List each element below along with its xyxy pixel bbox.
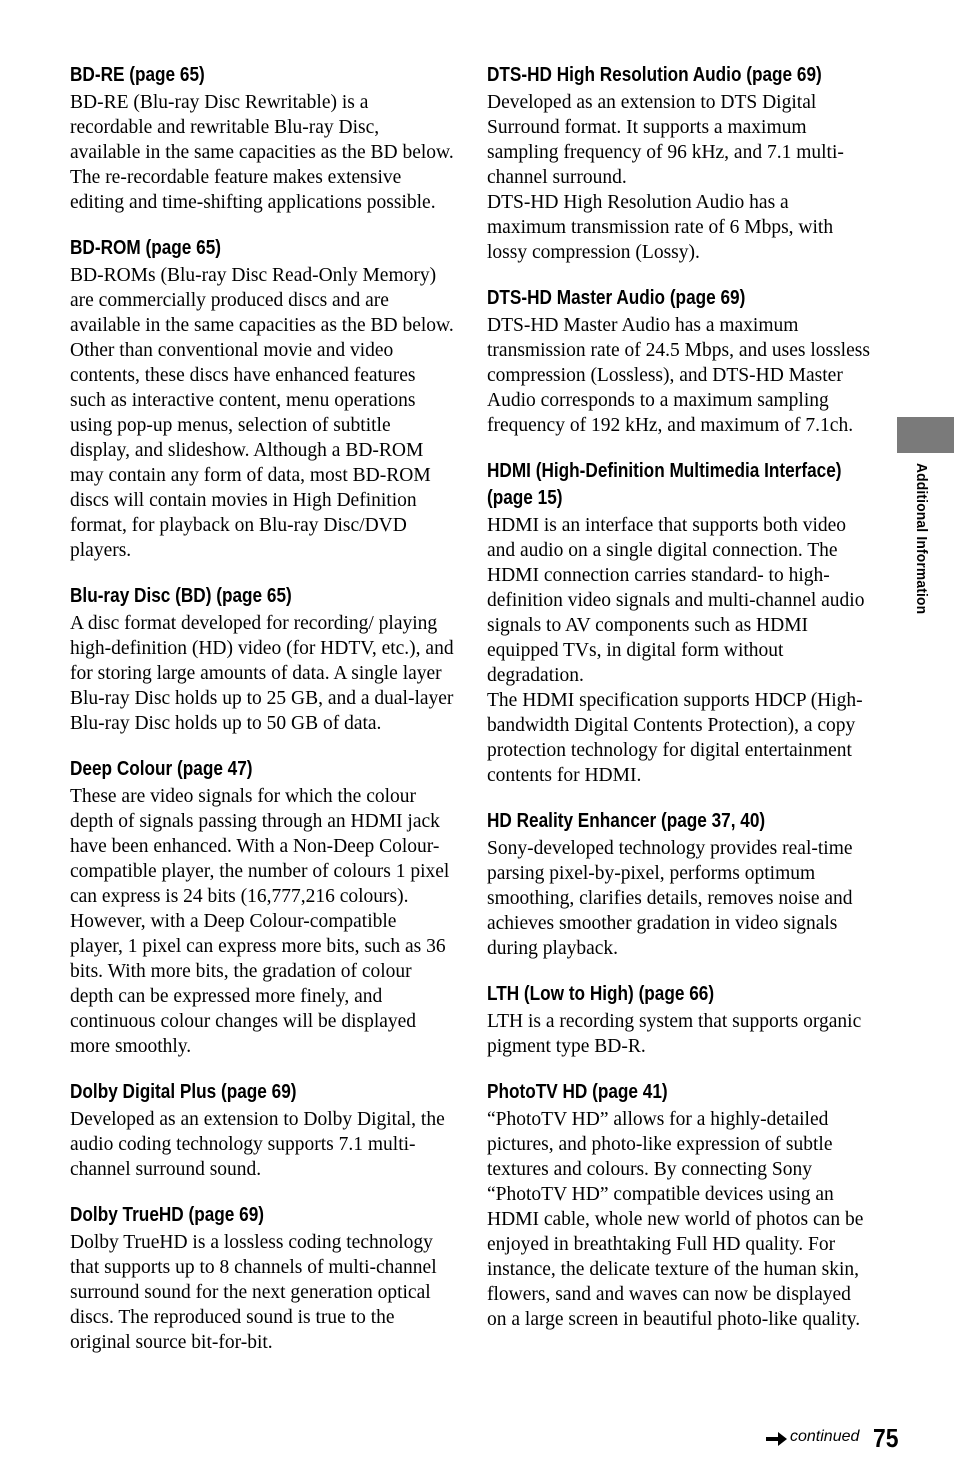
entry-body: A disc format developed for recording/ playing high-definition (HD) video (for HDTV, etc.), and for storing large amounts of data. A single layer Blu-ray Disc holds up to 25 GB, and a dual-layer Blu-ray Disc holds up to 50 GB of data. xyxy=(70,613,454,734)
entry-heading: DTS-HD Master Audio (page 69) xyxy=(487,287,746,309)
glossary-entry-bd-rom xyxy=(70,235,454,563)
entry-heading: HD Reality Enhancer (page 37, 40) xyxy=(487,810,766,832)
entry-body: The HDMI specification supports HDCP (High-bandwidth Digital Contents Protection), a copy protection technology for digital entertainment contents for HDMI. xyxy=(487,690,863,786)
entry-body: BD-ROMs (Blu-ray Disc Read-Only Memory) are commercially produced discs and are available in the same capacities as the BD below. Other than conventional movie and video contents, these discs have enhanced features such as interactive content, menu operations using pop-up menus, selection of subtitle display, and slideshow. Although a BD-ROM may contain any form of data, most BD-ROM discs will contain movies in High Definition format, for playback on Blu-ray Disc/DVD players. xyxy=(70,265,454,561)
entry-heading: Dolby TrueHD (page 69) xyxy=(70,1204,265,1226)
right-column xyxy=(487,62,871,1352)
entry-body: These are video signals for which the colour depth of signals passing through an HDMI jack have been enhanced. With a Non-Deep Colour-compatible player, the number of colours 1 pixel can express is 24 bits (16,777,216 colours). However, with a Deep Colour-compatible player, 1 pixel can express more bits, such as 36 bits. With more bits, the gradation of colour depth can be expressed more finely, and continuous colour changes will be displayed more smoothly. xyxy=(70,786,450,1057)
entry-heading: BD-RE (page 65) xyxy=(70,64,205,86)
left-column xyxy=(70,62,454,1375)
entry-body: DTS-HD High Resolution Audio has a maximum transmission rate of 6 Mbps, with lossy compression (Lossy). xyxy=(487,192,834,263)
right-arrow-icon xyxy=(766,1431,788,1447)
entry-heading: Blu-ray Disc (BD) (page 65) xyxy=(70,585,292,607)
glossary-entry-dts-hd-master-audio xyxy=(487,285,871,438)
section-side-label: Additional Information xyxy=(913,463,930,615)
entry-body: Developed as an extension to DTS Digital Surround format. It supports a maximum sampling frequency of 96 kHz, and 7.1 multi-channel surround. xyxy=(487,92,844,188)
entry-heading: DTS-HD High Resolution Audio (page 69) xyxy=(487,64,822,86)
glossary-entry-bd-re xyxy=(70,62,454,215)
entry-body: DTS-HD Master Audio has a maximum transmission rate of 24.5 Mbps, and uses lossless compression (Lossless), and DTS-HD Master Audio corresponds to a maximum sampling frequency of 192 kHz, and maximum of 7.1ch. xyxy=(487,315,870,436)
entry-body: LTH is a recording system that supports organic pigment type BD-R. xyxy=(487,1011,862,1057)
entry-body: BD-RE (Blu-ray Disc Rewritable) is a recordable and rewritable Blu-ray Disc, available in the same capacities as the BD below. The re-recordable feature makes extensive editing and time-shifting applications possible. xyxy=(70,92,454,213)
entry-heading: Deep Colour (page 47) xyxy=(70,758,253,780)
glossary-entry-dolby-truehd xyxy=(70,1202,454,1355)
entry-body: Sony-developed technology provides real-time parsing pixel-by-pixel, performs optimum smoothing, clarifies details, removes noise and achieves smoother gradation in video signals during playback. xyxy=(487,838,853,959)
entry-heading: LTH (Low to High) (page 66) xyxy=(487,983,715,1005)
glossary-entry-deep-colour xyxy=(70,756,454,1059)
entry-heading: Dolby Digital Plus (page 69) xyxy=(70,1081,297,1103)
glossary-entry-phototv-hd xyxy=(487,1079,871,1332)
page-number: 75 xyxy=(873,1423,899,1453)
glossary-entry-dts-hd-high-resolution xyxy=(487,62,871,265)
glossary-entry-lth xyxy=(487,981,871,1059)
entry-heading: BD-ROM (page 65) xyxy=(70,237,221,259)
page-footer xyxy=(766,1423,902,1454)
entry-body: Developed as an extension to Dolby Digital, the audio coding technology supports 7.1 multi-channel surround sound. xyxy=(70,1109,445,1180)
glossary-entry-hdmi xyxy=(487,458,871,788)
entry-body: “PhotoTV HD” allows for a highly-detailed pictures, and photo-like expression of subtle textures and colours. By connecting Sony “PhotoTV HD” compatible devices using an HDMI cable, whole new world of photos can be enjoyed in breathtaking Full HD quality. For instance, the delicate texture of the human skin, flowers, sand and waves can now be displayed on a large screen in beautiful photo-like quality. xyxy=(487,1109,864,1330)
entry-heading: HDMI (High-Definition Multimedia Interface) (page 15) xyxy=(487,460,842,509)
entry-body: Dolby TrueHD is a lossless coding technology that supports up to 8 channels of multi-channel surround sound for the next generation optical discs. The reproduced sound is true to the original source bit-for-bit. xyxy=(70,1232,437,1353)
glossary-entry-hd-reality-enhancer xyxy=(487,808,871,961)
glossary-entry-dolby-digital-plus xyxy=(70,1079,454,1182)
entry-body: HDMI is an interface that supports both video and audio on a single digital connection. The HDMI connection carries standard- to high-definition video signals and multi-channel audio signals to AV components such as HDMI equipped TVs, in digital form without degradation. xyxy=(487,515,865,686)
entry-heading: PhotoTV HD (page 41) xyxy=(487,1081,668,1103)
glossary-entry-blu-ray-disc xyxy=(70,583,454,736)
continued-label: continued xyxy=(790,1427,860,1445)
section-tab-marker xyxy=(897,417,954,453)
